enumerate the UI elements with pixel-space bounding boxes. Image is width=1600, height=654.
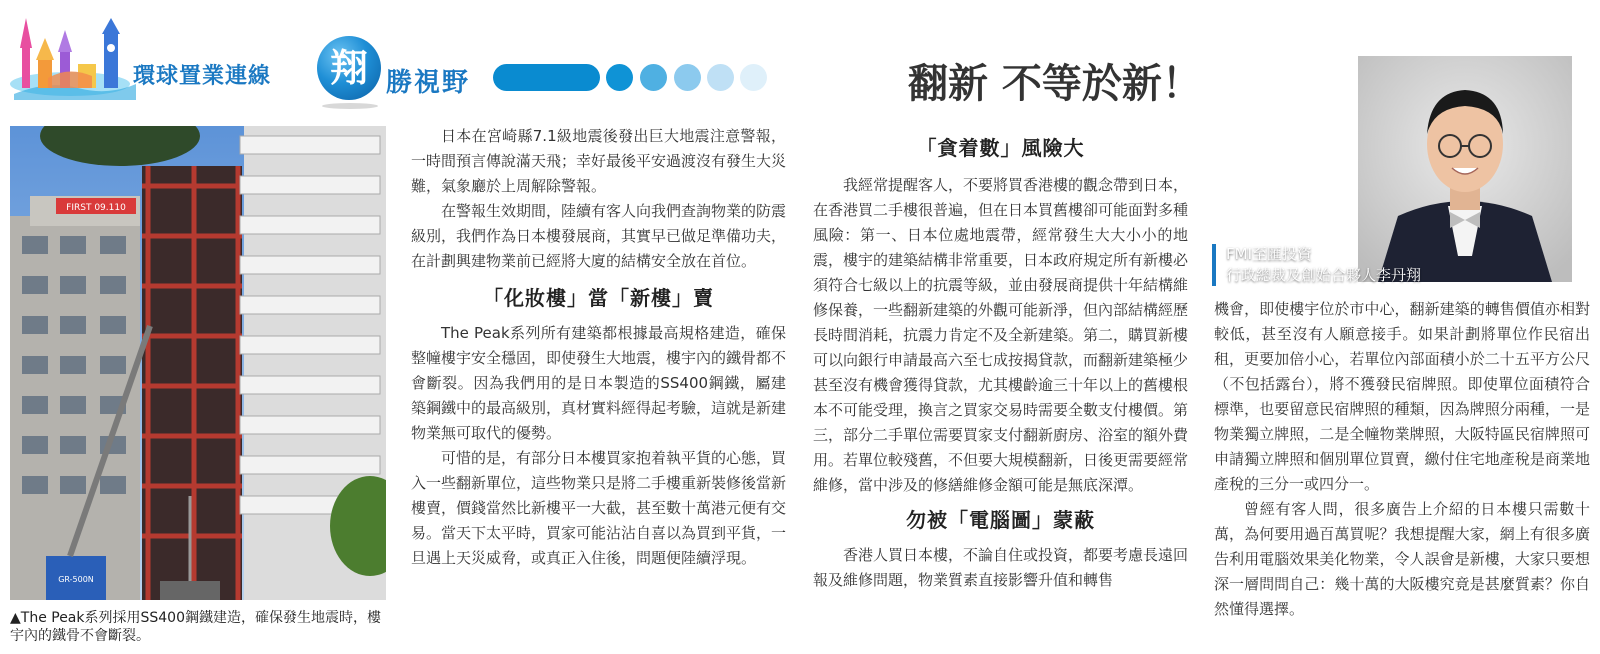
decor-dot-3 xyxy=(674,64,701,91)
paragraph: 曾經有客人問，很多廣告上介紹的日本樓只需數十萬，為何要用過百萬買呢？我想提醒大家，網上有很多廣告利用電腦效果美化物業，令人誤會是新樓，大家只要想深一層問問自己：幾十萬的大阪樓究竟是甚麼質素？你自然懂得選擇。 xyxy=(1214,500,1590,618)
article-column-1 xyxy=(411,124,786,571)
author-credit xyxy=(1212,244,1421,286)
building-sign: FIRST 09.110 xyxy=(66,203,126,213)
paragraph: 機會，即使樓宇位於市中心，翻新建築的轉售價值亦相對較低，甚至沒有人願意接手。如果計劃將單位作民宿出租，更要加倍小心，若單位內部面積小於二十五平方公尺（不包括露台），將不獲發民宿牌照。即使單位面積符合標準，也要留意民宿牌照的種類，因為牌照分兩種，一是物業獨立牌照，二是全幢物業牌照，大阪特區民宿牌照可申請獨立牌照和個別單位買賣，繳付住宅地產稅是商業地產稅的三分一或四分一。 xyxy=(1214,300,1590,493)
column-badge: 翔 xyxy=(317,36,381,100)
paragraph: 我經常提醒客人，不要將買香港樓的觀念帶到日本，在香港買二手樓很普遍，但在日本買舊樓卻可能面對多種風險：第一、日本位處地震帶，經常發生大大小小的地震，樓宇的建築結構非常重要，日本政府規定所有新樓必須符合七級以上的抗震等級，並由發展商提供十年結構維修保養，一些翻新建築的外觀可能新淨，但內部結構經歷長時間消耗，抗震力肯定不及全新建築。第二，購買新樓可以向銀行申請最高六至七成按揭貸款，而翻新建築極少甚至沒有機會獲得貸款，尤其樓齡逾三十年以上的舊樓根本不可能受理，換言之買家交易時需要全數支付樓價。第三，部分二手單位需要買家支付翻新廚房、浴室的額外費用。若單位較殘舊，不但要大規模翻新，日後更需要經常維修，當中涉及的修繕維修金額可能是無底深潭。 xyxy=(813,176,1189,494)
photo-caption: ▲The Peak系列採用SS400鋼鐵建造，確保發生地震時，樓宇內的鐵骨不會斷裂。 xyxy=(10,610,381,644)
decor-dot-5 xyxy=(740,64,767,91)
city-landmarks-logo-icon xyxy=(8,8,138,100)
building-construction-photo xyxy=(10,126,386,600)
brand-name: 環球置業連線 xyxy=(133,64,272,89)
paragraph: The Peak系列所有建築都根據最高規格建造，確保整幢樓宇安全穩固，即使發生大地震，樓宇內的鐵骨都不會斷裂。因為我們用的是日本製造的SS400鋼鐵，屬建築鋼鐵中的最高級別，真材實料經得起考驗，這就是新建物業無可取代的優勢。 xyxy=(411,324,787,442)
author-company: FMI至匯投資 xyxy=(1226,245,1312,263)
decor-dot-2 xyxy=(640,64,667,91)
author-title: 行政總裁及創始合夥人李丹翔 xyxy=(1226,266,1422,284)
badge-shadow xyxy=(322,103,378,109)
section-heading: 勿被「電腦圖」蒙蔽 xyxy=(906,508,1095,532)
decor-dot-4 xyxy=(707,64,734,91)
paragraph: 在警報生效期間，陸續有客人向我們查詢物業的防震級別，我們作為日本樓發展商，其實早已做足準備功夫，在計劃興建物業前已經將大廈的結構安全放在首位。 xyxy=(411,202,787,270)
paragraph: 可惜的是，有部分日本樓買家抱着執平貨的心態，買入一些翻新單位，這些物業只是將二手樓重新裝修後當新樓賣，價錢當然比新樓平一大截，甚至數十萬港元便有交易。當天下太平時，買家可能沾沾自喜以為買到平貨，一旦遇上天災威脅，或真正入住後，問題便陸續浮現。 xyxy=(411,449,787,567)
paragraph: 香港人買日本樓，不論自住或投資，都要考慮長遠回報及維修問題，物業質素直接影響升值和轉售 xyxy=(813,546,1189,589)
section-heading: 「化妝樓」當「新樓」賣 xyxy=(483,286,714,310)
column-title: 勝視野 xyxy=(386,68,471,98)
article-column-3 xyxy=(1214,297,1590,622)
decor-pill xyxy=(493,64,600,91)
paragraph: 日本在宮崎縣7.1級地震後發出巨大地震注意警報，一時間預言傳說滿天飛；幸好最後平安過渡沒有發生大災難，氣象廳於上周解除警報。 xyxy=(411,127,787,195)
decor-dot-1 xyxy=(606,64,633,91)
section-heading: 「貪着數」風險大 xyxy=(916,136,1085,160)
article-column-2 xyxy=(813,136,1188,593)
crane-label: GR-500N xyxy=(58,575,94,584)
article-title: 翻新 不等於新！ xyxy=(908,61,1202,107)
